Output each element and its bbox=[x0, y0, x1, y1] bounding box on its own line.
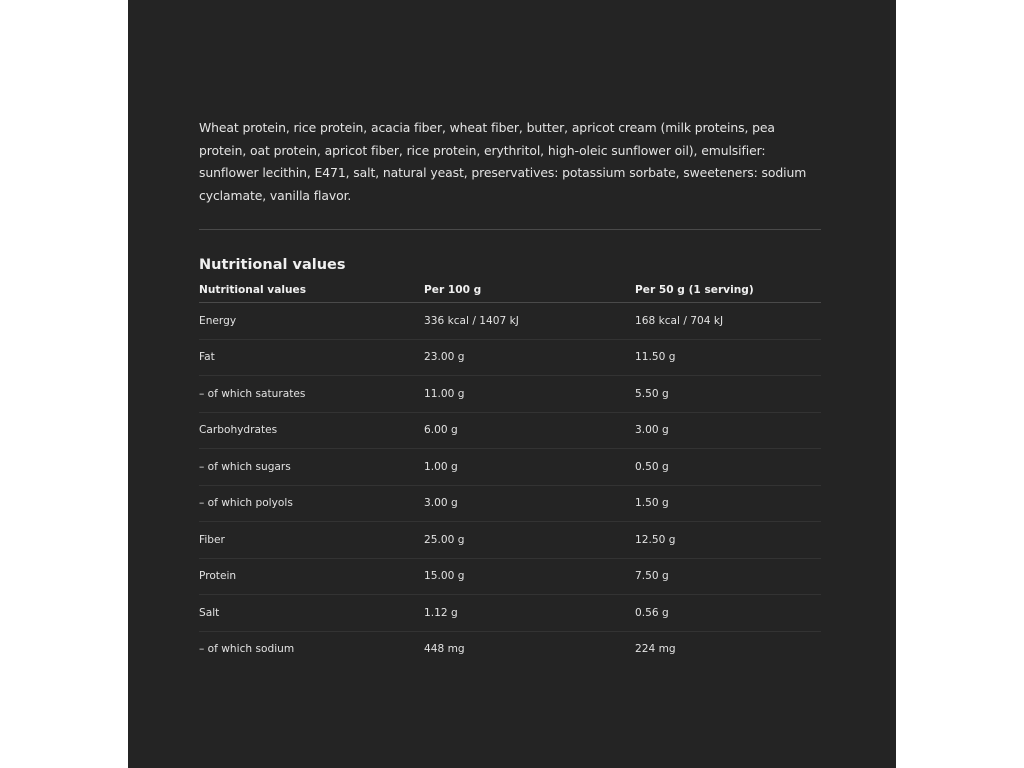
nutrition-section-title: Nutritional values bbox=[199, 257, 346, 273]
value-per-100g: 23.00 g bbox=[424, 339, 635, 376]
nutrient-name: – of which sugars bbox=[199, 449, 424, 486]
table-row bbox=[199, 522, 821, 559]
table-row bbox=[199, 339, 821, 376]
value-per-100g: 25.00 g bbox=[424, 522, 635, 559]
nutrient-name: Carbohydrates bbox=[199, 412, 424, 449]
table-row bbox=[199, 303, 821, 340]
table-row bbox=[199, 558, 821, 595]
value-per-100g: 1.12 g bbox=[424, 595, 635, 632]
value-per-100g: 3.00 g bbox=[424, 485, 635, 522]
nutrient-name: – of which polyols bbox=[199, 485, 424, 522]
nutrient-name: – of which saturates bbox=[199, 376, 424, 413]
header-nutrient: Nutritional values bbox=[199, 277, 424, 303]
section-divider bbox=[199, 229, 821, 230]
value-per-serving: 5.50 g bbox=[635, 376, 821, 413]
value-per-serving: 0.50 g bbox=[635, 449, 821, 486]
product-info-content bbox=[199, 117, 821, 667]
value-per-100g: 448 mg bbox=[424, 643, 465, 656]
value-per-100g: 336 kcal / 1407 kJ bbox=[424, 303, 635, 340]
value-per-serving: 0.56 g bbox=[635, 595, 821, 632]
table-row bbox=[199, 376, 821, 413]
nutrient-name: Fiber bbox=[199, 522, 424, 559]
header-per-100g: Per 100 g bbox=[424, 277, 635, 303]
value-per-100g: 1.00 g bbox=[424, 449, 635, 486]
value-per-serving: 7.50 g bbox=[635, 558, 821, 595]
nutrition-table-header-row bbox=[199, 277, 821, 303]
value-per-serving: 12.50 g bbox=[635, 522, 821, 559]
nutrient-name: Salt bbox=[199, 595, 424, 632]
table-row bbox=[199, 595, 821, 632]
nutrient-name: – of which sodium bbox=[199, 643, 295, 656]
value-per-100g: 15.00 g bbox=[424, 558, 635, 595]
nutrient-name: Energy bbox=[199, 303, 424, 340]
ingredients-text: Wheat protein, rice protein, acacia fiber, wheat fiber, butter, apricot cream (milk proteins, pea protein, oat protein, apricot fiber, rice protein, erythritol, high-oleic sunflower oil), emulsifier: sunflower lecithin, E471, salt, natural yeast, preservatives: potassium sorbate, sweeteners: sodium cyclamate, vanilla flavor. bbox=[199, 120, 807, 203]
value-per-serving: 224 mg bbox=[635, 643, 676, 656]
nutrient-name: Protein bbox=[199, 558, 424, 595]
table-row bbox=[199, 631, 821, 667]
nutrition-table bbox=[199, 277, 821, 667]
product-info-panel bbox=[128, 0, 896, 768]
value-per-serving: 3.00 g bbox=[635, 412, 821, 449]
value-per-serving: 168 kcal / 704 kJ bbox=[635, 303, 821, 340]
table-row bbox=[199, 485, 821, 522]
table-row bbox=[199, 412, 821, 449]
value-per-serving: 11.50 g bbox=[635, 339, 821, 376]
header-per-serving: Per 50 g (1 serving) bbox=[635, 277, 821, 303]
value-per-serving: 1.50 g bbox=[635, 485, 821, 522]
value-per-100g: 6.00 g bbox=[424, 412, 635, 449]
value-per-100g: 11.00 g bbox=[424, 376, 635, 413]
nutrient-name: Fat bbox=[199, 339, 424, 376]
table-row bbox=[199, 449, 821, 486]
